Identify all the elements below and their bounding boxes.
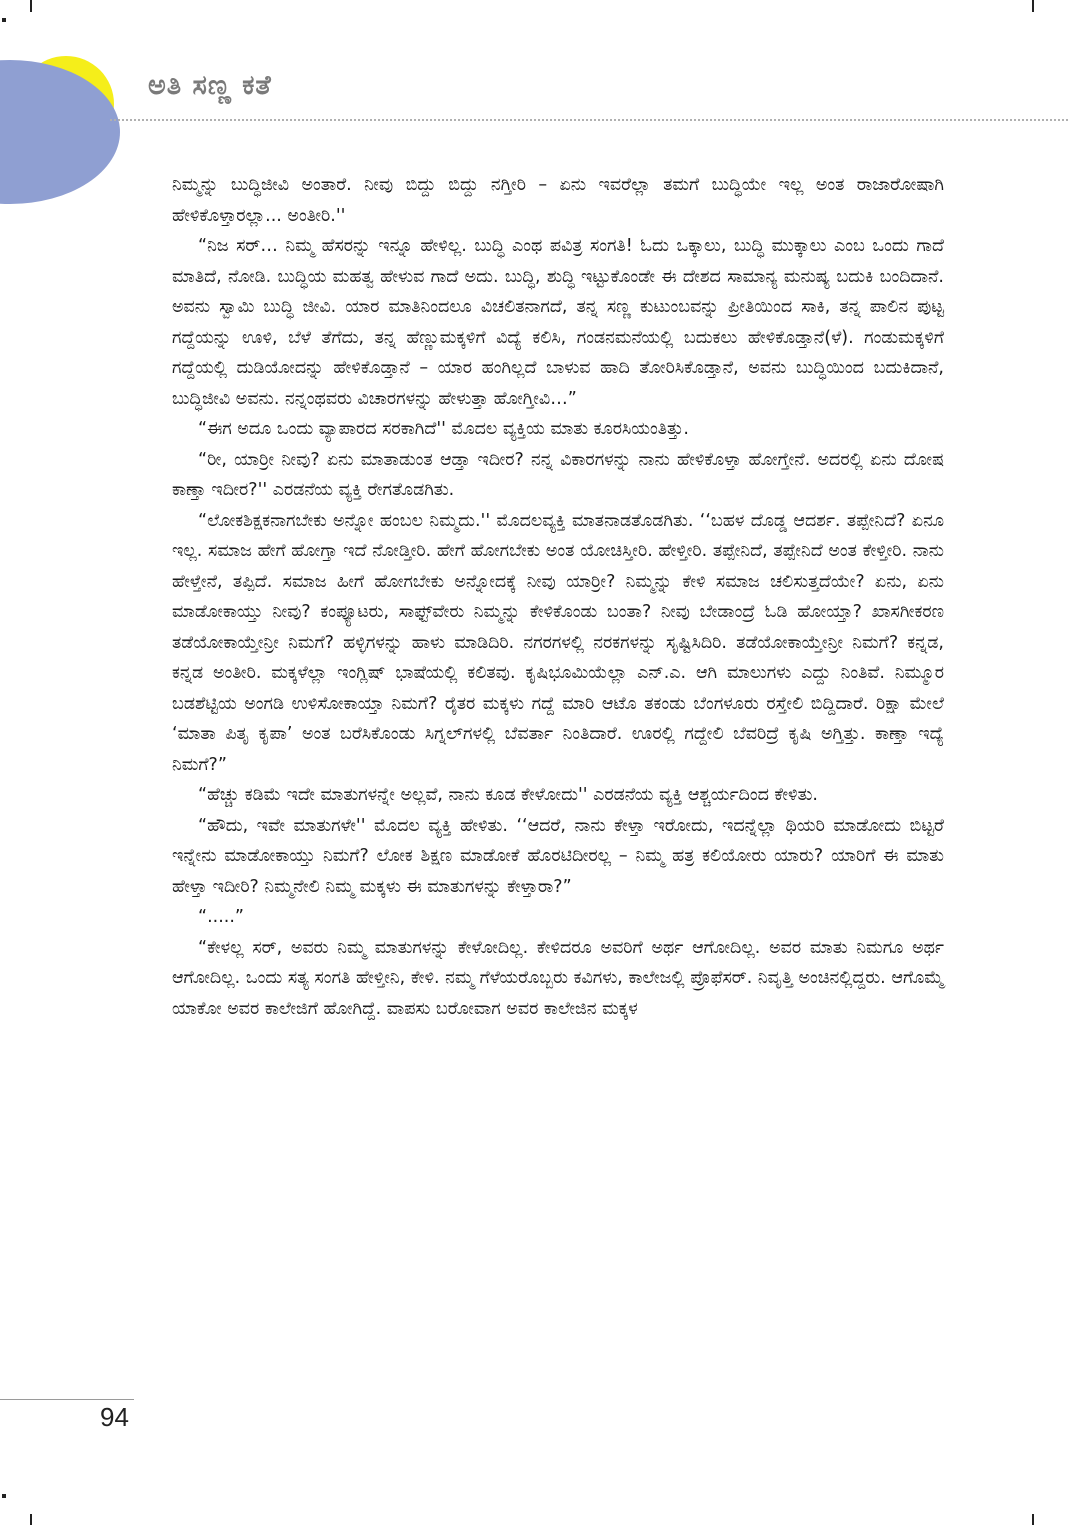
crop-mark-bottom-left — [2, 1494, 6, 1498]
crop-mark-top-right — [1032, 0, 1034, 12]
header-dotted-rule — [110, 119, 1068, 121]
paragraph: “ಹೆಚ್ಚು ಕಡಿಮೆ ಇದೇ ಮಾತುಗಳನ್ನೇ ಅಲ್ಲವೆ, ನಾನು ಕೂಡ ಕೇಳೋದು'' ಎರಡನೆಯ ವ್ಯಕ್ತಿ ಆಶ್ಚರ್ಯದಿಂದ ಕೇಳಿತು. — [198, 785, 818, 805]
running-header-title: ಅತಿ ಸಣ್ಣ ಕತೆ — [148, 70, 272, 101]
paragraph: “ಈಗ ಅದೂ ಒಂದು ವ್ಯಾಪಾರದ ಸರಕಾಗಿದೆ'' ಮೊದಲ ವ್ಯಕ್ತಿಯ ಮಾತು ಕೂರಸಿಯಂತಿತ್ತು. — [198, 419, 689, 439]
crop-mark-bottom-center — [30, 1514, 32, 1525]
paragraph: “.....” — [198, 907, 244, 927]
paragraph: ನಿಮ್ಮನ್ನು ಬುದ್ಧಿಜೀವಿ ಅಂತಾರೆ. ನೀವು ಬಿದ್ದು ಬಿದ್ದು ನಗ್ತೀರಿ – ಏನು ಇವರೆಲ್ಲಾ ತಮಗೆ ಬುದ್ಧಿಯೇ ಇಲ್ಲ ಅಂತ ರಾಜಾರೋಷಾಗಿ ಹೇಳಿಕೊಳ್ತಾರಲ್ಲಾ... ಅಂತೀರಿ.'' — [172, 175, 944, 226]
paragraph: “ರೀ, ಯಾರ್‍ರೀ ನೀವು? ಏನು ಮಾತಾಡುಂತ ಆಡ್ತಾ ಇದೀರ? ನನ್ನ ವಿಕಾರಗಳನ್ನು ನಾನು ಹೇಳಿಕೊಳ್ತಾ ಹೋಗ್ತೇನೆ. ಅದರಲ್ಲಿ ಏನು ದೋಷ ಕಾಣ್ತಾ ಇದೀರ?'' ಎರಡನೆಯ ವ್ಯಕ್ತಿ ರೇಗತೊಡಗಿತು. — [172, 449, 944, 500]
footer-rule — [0, 1399, 134, 1400]
story-body — [172, 170, 944, 1024]
page-number: 94 — [100, 1402, 129, 1432]
paragraph: “ಹೌದು, ಇವೇ ಮಾತುಗಳೇ'' ಮೊದಲ ವ್ಯಕ್ತಿ ಹೇಳಿತು. ‘‘ಆದರೆ, ನಾನು ಕೇಳ್ತಾ ಇರೋದು, ಇದನ್ನೆಲ್ಲಾ ಥಿಯರಿ ಮಾಡೋದು ಬಿಟ್ಟರೆ ಇನ್ನೇನು ಮಾಡೋಕಾಯ್ತು ನಿಮಗೆ? ಲೋಕ ಶಿಕ್ಷಣ ಮಾಡೋಕೆ ಹೊರಟಿದೀರಲ್ಲ – ನಿಮ್ಮ ಹತ್ರ ಕಲಿಯೋರು ಯಾರು? ಯಾರಿಗೆ ಈ ಮಾತು ಹೇಳ್ತಾ ಇದೀರಿ? ನಿಮ್ಮನೇಲಿ ನಿಮ್ಮ ಮಕ್ಕಳು ಈ ಮಾತುಗಳನ್ನು ಕೇಳ್ತಾರಾ?” — [172, 815, 944, 897]
paragraph: “ನಿಜ ಸರ್… ನಿಮ್ಮ ಹೆಸರನ್ನು ಇನ್ನೂ ಹೇಳಿಲ್ಲ. ಬುದ್ಧಿ ಎಂಥ ಪವಿತ್ರ ಸಂಗತಿ! ಓದು ಒಕ್ಕಾಲು, ಬುದ್ಧಿ ಮುಕ್ಕಾಲು ಎಂಬ ಒಂದು ಗಾದೆ ಮಾತಿದೆ, ನೋಡಿ. ಬುದ್ಧಿಯ ಮಹತ್ವ ಹೇಳುವ ಗಾದೆ ಅದು. ಬುದ್ಧಿ, ಶುದ್ಧಿ ಇಟ್ಟುಕೊಂಡೇ ಈ ದೇಶದ ಸಾಮಾನ್ಯ ಮನುಷ್ಯ ಬದುಕಿ ಬಂದಿದಾನೆ. ಅವನು ಸ್ವಾಮಿ ಬುದ್ಧಿ ಜೀವಿ. ಯಾರ ಮಾತಿನಿಂದಲೂ ವಿಚಲಿತನಾಗದೆ, ತನ್ನ ಸಣ್ಣ ಕುಟುಂಬವನ್ನು ಪ್ರೀತಿಯಿಂದ ಸಾಕಿ, ತನ್ನ ಪಾಲಿನ ಪುಟ್ಟ ಗದ್ದೆಯನ್ನು ಊಳಿ, ಬೆಳೆ ತೆಗೆದು, ತನ್ನ ಹೆಣ್ಣುಮಕ್ಕಳಿಗೆ ವಿದ್ಯೆ ಕಲಿಸಿ, ಗಂಡನಮನೆಯಲ್ಲಿ ಬದುಕಲು ಹೇಳಿಕೊಡ್ತಾನೆ(ಳೆ). ಗಂಡುಮಕ್ಕಳಿಗೆ ಗದ್ದೆಯಲ್ಲಿ ದುಡಿಯೋದನ್ನು ಹೇಳಿಕೊಡ್ತಾನೆ – ಯಾರ ಹಂಗಿಲ್ಲದೆ ಬಾಳುವ ಹಾದಿ ತೋರಿಸಿಕೊಡ್ತಾನೆ, ಅವನು ಬುದ್ಧಿಯಿಂದ ಬದುಕಿದಾನೆ, ಬುದ್ಧಿಜೀವಿ ಅವನು. ನನ್ನಂಥವರು ವಿಚಾರಗಳನ್ನು ಹೇಳುತ್ತಾ ಹೋಗ್ತೀವಿ…” — [172, 236, 944, 409]
crop-mark-bottom-right — [1032, 1514, 1034, 1525]
paragraph: “ಲೋಕಶಿಕ್ಷಕನಾಗಬೇಕು ಅನ್ನೋ ಹಂಬಲ ನಿಮ್ಮದು.'' ಮೊದಲವ್ಯಕ್ತಿ ಮಾತನಾಡತೊಡಗಿತು. ‘‘ಬಹಳ ದೊಡ್ಡ ಆದರ್ಶ. ತಪ್ಪೇನಿದೆ? ಏನೂ ಇಲ್ಲ. ಸಮಾಜ ಹೇಗೆ ಹೋಗ್ತಾ ಇದೆ ನೋಡ್ತೀರಿ. ಹೇಗೆ ಹೋಗಬೇಕು ಅಂತ ಯೋಚಿಸ್ತೀರಿ. ಹೇಳ್ತೀರಿ. ತಪ್ಪೇನಿದೆ, ತಪ್ಪೇನಿದೆ ಅಂತ ಕೇಳ್ತೀರಿ. ನಾನು ಹೇಳ್ತೇನೆ, ತಪ್ಪಿದೆ. ಸಮಾಜ ಹೀಗೆ ಹೋಗಬೇಕು ಅನ್ನೋದಕ್ಕೆ ನೀವು ಯಾರ್‍ರೀ? ನಿಮ್ಮನ್ನು ಕೇಳಿ ಸಮಾಜ ಚಲಿಸುತ್ತದೆಯೇ? ಏನು, ಏನು ಮಾಡೋಕಾಯ್ತು ನೀವು? ಕಂಪ್ಯೂಟರು, ಸಾಫ್ಟ್‌ವೇರು ನಿಮ್ಮನ್ನು ಕೇಳಿಕೊಂಡು ಬಂತಾ? ನೀವು ಬೇಡಾಂದ್ರೆ ಓಡಿ ಹೋಯ್ತಾ? ಖಾಸಗೀಕರಣ ತಡೆಯೋಕಾಯ್ತೇನ್ರೀ ನಿಮಗೆ? ಹಳ್ಳಿಗಳನ್ನು ಹಾಳು ಮಾಡಿದಿರಿ. ನಗರಗಳಲ್ಲಿ ನರಕಗಳನ್ನು ಸೃಷ್ಟಿಸಿದಿರಿ. ತಡೆಯೋಕಾಯ್ತೇನ್ರೀ ನಿಮಗೆ? ಕನ್ನಡ, ಕನ್ನಡ ಅಂತೀರಿ. ಮಕ್ಕಳೆಲ್ಲಾ ಇಂಗ್ಲಿಷ್ ಭಾಷೆಯಲ್ಲಿ ಕಲಿತವು. ಕೃಷಿಭೂಮಿಯೆಲ್ಲಾ ಎನ್.ಎ. ಆಗಿ ಮಾಲುಗಳು ಎದ್ದು ನಿಂತಿವೆ. ನಿಮ್ಮೂರ ಬಡಶೆಟ್ಟಿಯ ಅಂಗಡಿ ಉಳಿಸೋಕಾಯ್ತಾ ನಿಮಗೆ? ರೈತರ ಮಕ್ಕಳು ಗದ್ದೆ ಮಾರಿ ಆಟೊ ತಕಂಡು ಬೆಂಗಳೂರು ರಸ್ತೇಲಿ ಬಿದ್ದಿದಾರೆ. ರಿಕ್ಷಾ ಮೇಲೆ ‘ಮಾತಾ ಪಿತೃ ಕೃಪಾ’ ಅಂತ ಬರೆಸಿಕೊಂಡು ಸಿಗ್ನಲ್‌ಗಳಲ್ಲಿ ಬೆವರ್ತಾ ನಿಂತಿದಾರೆ. ಊರಲ್ಲಿ ಗದ್ದೇಲಿ ಬೆವರಿದ್ರೆ ಕೃಷಿ ಅಗ್ತಿತ್ತು. ಕಾಣ್ತಾ ಇದ್ಯೆ ನಿಮಗೆ?” — [172, 510, 944, 775]
crop-mark-top-left — [2, 18, 6, 22]
crop-mark-top-center — [30, 0, 32, 12]
paragraph: “ಕೇಳಲ್ಲ ಸರ್, ಅವರು ನಿಮ್ಮ ಮಾತುಗಳನ್ನು ಕೇಳೋದಿಲ್ಲ. ಕೇಳಿದರೂ ಅವರಿಗೆ ಅರ್ಥ ಆಗೋದಿಲ್ಲ. ಅವರ ಮಾತು ನಿಮಗೂ ಅರ್ಥ ಆಗೋದಿಲ್ಲ. ಒಂದು ಸತ್ಯ ಸಂಗತಿ ಹೇಳ್ತೀನಿ, ಕೇಳಿ. ನಮ್ಮ ಗೆಳೆಯರೊಬ್ಬರು ಕವಿಗಳು, ಕಾಲೇಜಲ್ಲಿ ಪ್ರೊಫೆಸರ್. ನಿವೃತ್ತಿ ಅಂಚಿನಲ್ಲಿದ್ದರು. ಆಗೊಮ್ಮೆ ಯಾಕೋ ಅವರ ಕಾಲೇಜಿಗೆ ಹೋಗಿದ್ದೆ. ವಾಪಸು ಬರೋವಾಗ ಅವರ ಕಾಲೇಜಿನ ಮಕ್ಕಳ — [172, 937, 944, 1019]
